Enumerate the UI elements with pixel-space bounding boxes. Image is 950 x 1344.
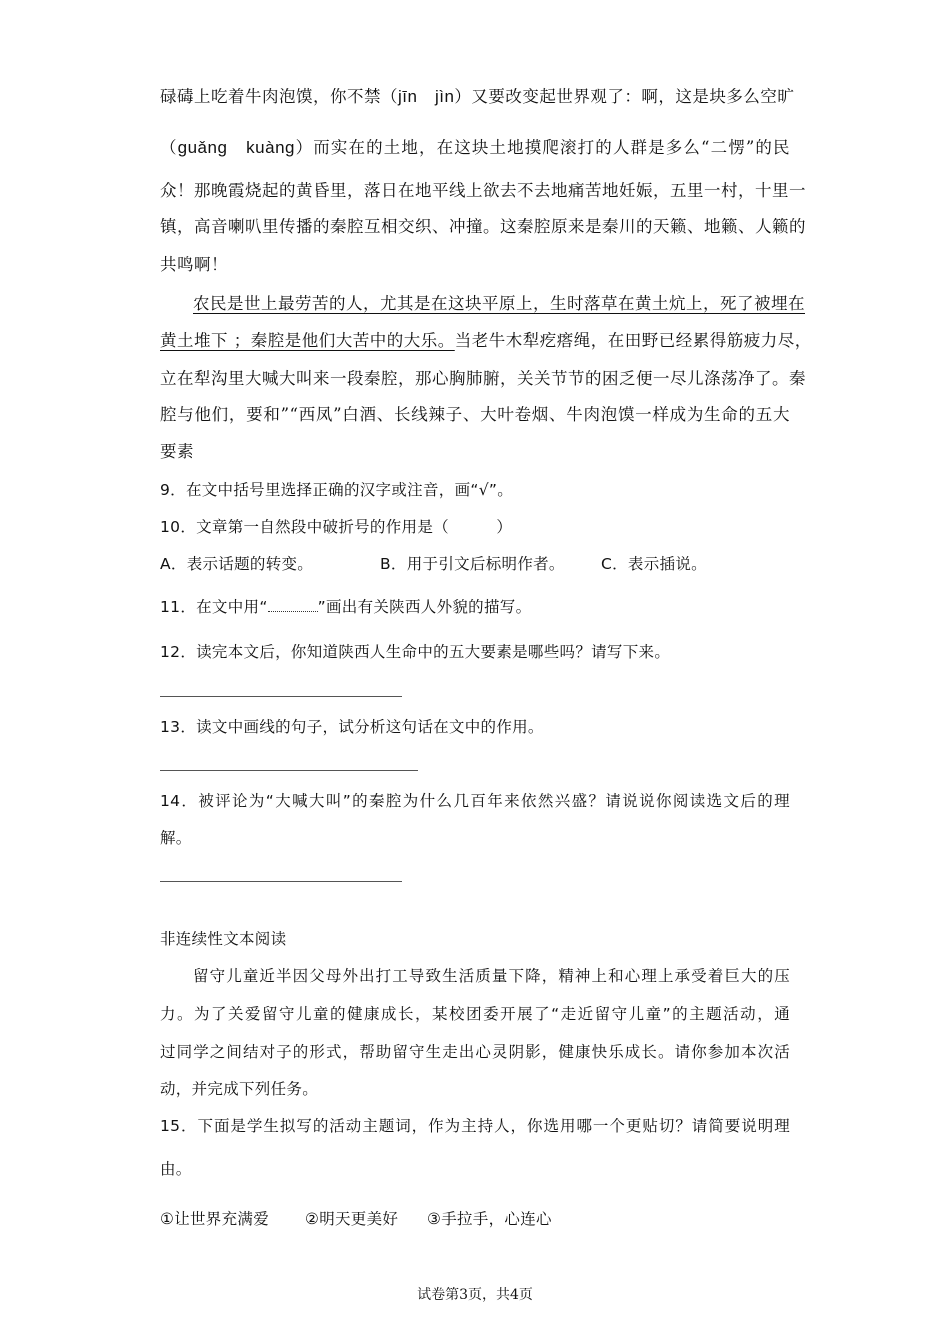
- option-a[interactable]: A．表示话题的转变。: [160, 555, 314, 573]
- wavy-line-mark: [268, 597, 318, 612]
- passage-line: [160, 330, 812, 352]
- intro-line: 力。为了关爱留守儿童的健康成长，某校团委开展了“走近留守儿童”的主题活动，通: [160, 1005, 790, 1023]
- passage-line: 镇，高音喇叭里传播的秦腔互相交织、冲撞。这秦腔原来是秦川的天籁、地籁、人籁的: [160, 217, 806, 236]
- question-14: 14．被评论为“大喊大叫”的秦腔为什么几百年来依然兴盛？请说说你阅读选文后的理: [160, 792, 790, 810]
- underlined-text: 农民是世上最劳苦的人，尤其是在这块平原上，生时落草在黄土炕上，死了被埋在: [193, 294, 805, 313]
- option-1[interactable]: ①让世界充满爱: [160, 1210, 269, 1228]
- question-12: 12．读完本文后，你知道陕西人生命中的五大要素是哪些吗？请写下来。: [160, 643, 671, 661]
- question-text: ”画出有关陕西人外貌的描写。: [317, 598, 532, 616]
- page-footer: 试卷第3页，共4页: [417, 1287, 533, 1303]
- passage-text: （: [160, 138, 178, 157]
- option-c[interactable]: C．表示插说。: [601, 555, 707, 573]
- passage-line: 共鸣啊！: [160, 255, 228, 274]
- passage-text: ）而实在的土地，在这块土地摸爬滚打的人群是多么“二愣”的民: [294, 138, 791, 157]
- answer-line[interactable]: [160, 881, 402, 882]
- pinyin-choice: guǎng kuàng: [177, 138, 295, 157]
- passage-line: [160, 86, 795, 108]
- passage-text: 碌碡上吃着牛肉泡馍，你不禁（: [160, 87, 398, 106]
- question-15: 15．下面是学生拟写的活动主题词，作为主持人，你选用哪一个更贴切？请简要说明理: [160, 1117, 790, 1135]
- option-b[interactable]: B．用于引文后标明作者。: [380, 555, 565, 573]
- passage-line: [160, 137, 790, 159]
- question-15-options: [160, 1208, 552, 1230]
- passage-line: 腔与他们，要和”“西凤”白酒、长线辣子、大叶卷烟、牛肉泡馍一样成为生命的五大: [160, 405, 790, 424]
- answer-line[interactable]: [160, 770, 418, 771]
- intro-line: 过同学之间结对子的形式，帮助留守生走出心灵阴影，健康快乐成长。请你参加本次活: [160, 1043, 790, 1061]
- question-9: 9．在文中括号里选择正确的汉字或注音，画“√”。: [160, 481, 513, 499]
- question-10-options: [160, 553, 707, 575]
- answer-line[interactable]: [160, 696, 402, 697]
- passage-line: 众！那晚霞烧起的黄昏里，落日在地平线上欲去不去地痛苦地妊娠，五里一村，十里一: [160, 181, 806, 200]
- passage-line: 要素: [160, 442, 194, 461]
- intro-line: 动，并完成下列任务。: [160, 1080, 319, 1098]
- intro-line: 留守儿童近半因父母外出打工导致生活质量下降，精神上和心理上承受着巨大的压: [193, 967, 790, 985]
- question-text: 11．在文中用“: [160, 598, 268, 616]
- question-14-cont: 解。: [160, 829, 192, 847]
- option-3[interactable]: ③手拉手，心连心: [427, 1210, 552, 1228]
- pinyin-choice: jīn jìn: [398, 87, 455, 106]
- underlined-sentence: [193, 293, 805, 315]
- question-13: 13．读文中画线的句子，试分析这句话在文中的作用。: [160, 718, 544, 736]
- passage-line: 立在犁沟里大喊大叫来一段秦腔，那心胸肺腑，关关节节的困乏便一尽儿涤荡净了。秦: [160, 369, 806, 388]
- question-15-cont: 由。: [160, 1160, 192, 1178]
- underlined-text: 黄土堆下 ；秦腔是他们大苦中的大乐。: [160, 331, 455, 350]
- section-title: 非连续性文本阅读: [160, 930, 287, 948]
- option-2[interactable]: ②明天更美好: [305, 1210, 399, 1228]
- passage-text: ）又要改变起世界观了：啊，这是块多么空旷: [454, 87, 795, 106]
- passage-text: 当老牛木犁疙瘩绳，在田野已经累得筋疲力尽，: [454, 331, 812, 350]
- question-11: [160, 596, 531, 618]
- question-10: 10．文章第一自然段中破折号的作用是（ ）: [160, 518, 513, 536]
